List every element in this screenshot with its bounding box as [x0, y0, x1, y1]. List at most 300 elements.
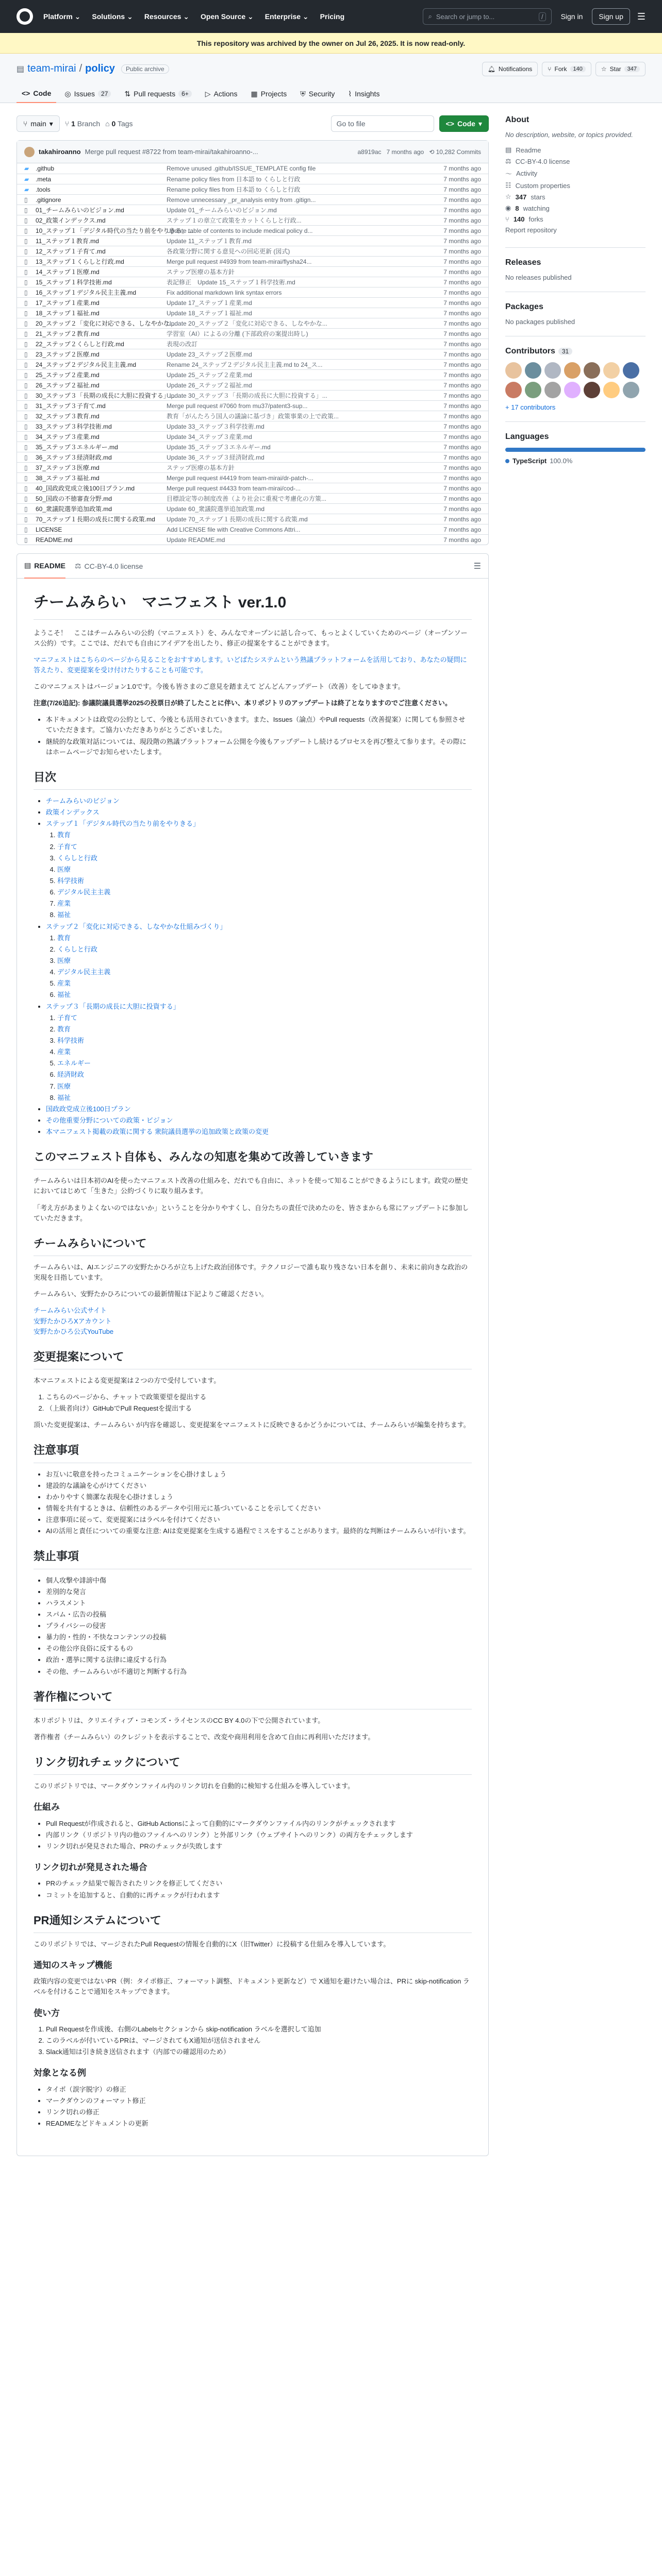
readme-link[interactable]: ▤ Readme — [505, 146, 541, 154]
file-name[interactable]: 34_ステップ３産業.md — [36, 433, 100, 440]
file-commit-message[interactable]: 学習室（AI）によるの分離 (下部政府の案提出時し) — [167, 330, 308, 337]
toc-link[interactable]: 教育 — [57, 831, 71, 839]
file-row[interactable] — [17, 215, 488, 225]
toc-link[interactable]: ステップ１「デジタル時代の当たり前をやりきる」 — [46, 820, 200, 828]
contributor-avatar[interactable] — [623, 382, 639, 398]
mechanism-heading: 仕組み — [34, 1802, 60, 1812]
file-icon: ▯ — [24, 453, 28, 461]
toc-link[interactable]: 医療 — [57, 956, 71, 964]
about-heading: About — [505, 115, 529, 124]
prohibited-list — [46, 1575, 472, 1677]
toc-link[interactable]: 政策インデックス — [46, 808, 100, 817]
file-row[interactable] — [17, 349, 488, 359]
goto-file-input[interactable]: Go to file — [331, 115, 434, 132]
chevron-down-icon: ▾ — [49, 119, 53, 128]
file-row[interactable] — [17, 493, 488, 503]
target-list — [46, 2084, 472, 2129]
repo-header — [0, 54, 662, 103]
contributor-avatar[interactable] — [584, 382, 600, 398]
file-commit-message[interactable]: Merge pull request #4433 from team-mirai/cod-... — [167, 484, 301, 492]
github-logo-icon[interactable] — [16, 8, 33, 25]
file-row[interactable] — [17, 163, 488, 174]
report-link[interactable]: Report repository — [505, 226, 557, 234]
repo-icon: ▤ — [16, 64, 25, 74]
file-commit-message[interactable]: Merge pull request #7060 from mu37/patent3-sup... — [167, 402, 308, 410]
file-age: 7 months ago — [443, 237, 481, 245]
file-name[interactable]: 14_ステップ１医療.md — [36, 268, 100, 276]
pulse-icon: 〜 — [505, 170, 512, 178]
file-name[interactable]: 33_ステップ３科学技術.md — [36, 423, 112, 430]
readme-body — [17, 579, 488, 2156]
tab-label: Pull requests — [134, 90, 176, 98]
file-commit-message[interactable]: Update 23_ステップ２医療.md — [167, 351, 252, 358]
sign-up-button[interactable]: Sign up — [592, 8, 630, 25]
toc-link[interactable]: 福祉 — [57, 1093, 71, 1101]
contributors-heading[interactable]: Contributors 31 — [505, 347, 646, 356]
toc-subitem — [57, 830, 472, 840]
menu-icon[interactable]: ☰ — [637, 11, 646, 22]
file-row[interactable] — [17, 534, 488, 545]
archive-banner-text: This repository was archived by the owner on Jul 26, 2025. It is now read-only. — [196, 39, 466, 47]
file-name[interactable]: 15_ステップ１科学技術.md — [36, 279, 112, 286]
file-age: 7 months ago — [443, 185, 481, 193]
intro-paragraph — [34, 655, 472, 675]
file-commit-message[interactable]: Update 20_ステップ２「変化に対応できる、しなやかな... — [167, 320, 327, 327]
file-row[interactable] — [17, 235, 488, 246]
paragraph: チームみらいは、AIエンジニアの安野たかひろが立ち上げた政治団体です。テクノロジーで誰も取り残さない日本を創り、未来に前向きな政治の実現を目指しています。 — [34, 1263, 468, 1282]
file-icon: ▯ — [24, 402, 28, 410]
file-icon: ▯ — [24, 309, 28, 317]
commit-count[interactable]: ⟲ 10,282 Commits — [429, 148, 481, 156]
file-row[interactable] — [17, 205, 488, 215]
sidebar — [505, 115, 646, 485]
file-row[interactable] — [17, 431, 488, 442]
file-row[interactable] — [17, 338, 488, 349]
file-row[interactable] — [17, 442, 488, 452]
bell-icon: 🔔︎ — [487, 65, 495, 73]
file-row[interactable] — [17, 246, 488, 256]
file-name[interactable]: 32_ステップ３教育.md — [36, 413, 100, 420]
toc-link[interactable]: ステップ３「長期の成長に大胆に投資する」 — [46, 1002, 180, 1010]
toc-link[interactable]: ステップ２「変化に対応できる、しなやかな仕組みづくり」 — [46, 922, 227, 930]
file-age: 7 months ago — [443, 422, 481, 430]
intro-paragraph: このマニフェストはバージョン1.0です。今後も皆さまのご意見を踏まえて どんどんアップデート（改善）をしてゆきます。 — [34, 683, 405, 691]
toc-link[interactable]: 産業 — [57, 979, 71, 988]
file-icon: ▯ — [24, 278, 28, 286]
list-item: • コミットを追加すると、自動的に再チェックが行われます — [46, 1890, 472, 1901]
commit-author[interactable]: takahiroanno — [39, 148, 81, 156]
manifesto-link[interactable]: マニフェストはこちらのページから見ることをおすすめします。いどばたシステムという熟議プラットフォームを活用しており、あなたの疑問に答えたり、変更提案を受け付けたりすることも可能です。 — [34, 655, 467, 674]
file-name[interactable]: 40_国政政党成立後100日プラン.md — [36, 485, 135, 492]
file-row[interactable] — [17, 328, 488, 338]
paragraph: チームみらいは日本初のAIを使ったマニフェスト改善の仕組みを、だれでも自由に、ネットを使って知ることができるようにします。政党の歴史においてはじめて「生きた」公約づくりに取り組みます。 — [34, 1177, 468, 1195]
file-name[interactable]: 25_ステップ２産業.md — [36, 371, 100, 379]
file-age: 7 months ago — [443, 392, 481, 399]
contributors-count: 31 — [558, 348, 572, 355]
file-commit-message[interactable]: Update 36_ステップ３経済財政.md — [167, 454, 264, 461]
file-name[interactable]: 70_ステップ１長期の成長に関する政策.md — [36, 516, 155, 523]
file-name[interactable]: 26_ステップ２福祉.md — [36, 382, 100, 389]
toc-sublist — [57, 830, 472, 920]
list-item: • AIの活用と責任についての重要な注意: AIは変更提案を生成する過程でミスをすることがあります。最終的な判断はチームみらいが行います。 — [46, 1526, 472, 1536]
prohibited-heading: 禁止事項 — [34, 1548, 472, 1569]
global-nav-item[interactable]: Resources ⌄ — [144, 12, 190, 21]
outline-icon[interactable]: ☰ — [473, 562, 481, 571]
toc-link[interactable]: 経済財政 — [57, 1071, 85, 1079]
file-commit-message[interactable]: 教育「がんたろう国人の議論に基づき」政策事業の上で政策... — [167, 413, 339, 420]
file-commit-message[interactable]: Update 17_ステップ１産業.md — [167, 299, 252, 307]
file-name[interactable]: 17_ステップ１産業.md — [36, 299, 100, 307]
file-icon: ▯ — [24, 443, 28, 451]
file-commit-message[interactable]: Update 11_ステップ１教育.md — [167, 238, 252, 245]
file-row[interactable] — [17, 400, 488, 411]
contributor-avatar[interactable] — [525, 362, 541, 379]
file-row[interactable] — [17, 359, 488, 369]
list-item: 2. （上級者向け）GitHubでPull Requestを提出する — [46, 1403, 472, 1414]
intro-paragraph: ようこそ！ ここはチームみらいの公約（マニフェスト）を、みんなでオープンに話し合って、もっとよくしていくためのページ（オープンソース公約）です。ここでは、だれでも自由にアイデアを出したり、修正の提案をすることができます。 — [34, 629, 468, 647]
tab-icon: <> — [22, 89, 30, 97]
global-nav-item[interactable]: Platform ⌄ — [43, 12, 81, 21]
file-row[interactable] — [17, 174, 488, 184]
code-button[interactable]: <> Code ▾ — [439, 115, 489, 132]
file-name[interactable]: 50_国政の不徳審査分野.md — [36, 495, 112, 502]
file-age: 7 months ago — [443, 227, 481, 234]
contributor-avatar[interactable] — [505, 382, 522, 398]
file-row[interactable] — [17, 256, 488, 266]
file-row[interactable] — [17, 524, 488, 534]
toc-link[interactable]: 教育 — [57, 1025, 71, 1033]
toc-link[interactable]: くらしと行政 — [57, 854, 98, 862]
file-commit-message[interactable]: Update 70_ステップ１長期の成長に関する政策.md — [167, 516, 308, 523]
toc-link[interactable]: 医療 — [57, 865, 71, 873]
readme-title: チームみらい マニフェスト ver.1.0 — [34, 591, 472, 620]
list-item: • お互いに敬意を持ったコミュニケーションを心掛けましょう — [46, 1469, 472, 1480]
file-commit-message[interactable]: Add LICENSE file with Creative Commons Attri... — [167, 526, 301, 533]
tab-label: Code — [33, 89, 52, 97]
toc-subitem — [57, 1013, 472, 1023]
tab-license[interactable]: ⚖ CC-BY-4.0 license — [74, 562, 143, 570]
file-commit-message[interactable]: Update 30_ステップ３「長期の成長に大胆に投資する」... — [167, 392, 327, 399]
file-row[interactable] — [17, 452, 488, 462]
file-name[interactable]: .github — [36, 165, 55, 172]
tab-readme[interactable]: ▤ README — [24, 554, 65, 579]
file-name[interactable]: 37_ステップ３医療.md — [36, 464, 100, 471]
file-row[interactable] — [17, 483, 488, 493]
file-row[interactable] — [17, 287, 488, 297]
file-row[interactable] — [17, 184, 488, 194]
file-age: 7 months ago — [443, 350, 481, 358]
toc-link[interactable]: 福祉 — [57, 991, 71, 999]
tab-actions[interactable] — [200, 84, 243, 103]
file-name[interactable]: .tools — [36, 185, 51, 193]
file-name[interactable]: README.md — [36, 536, 73, 544]
contributor-avatar[interactable] — [623, 362, 639, 379]
repo-owner-link[interactable]: team-mirai — [27, 63, 76, 74]
file-age: 7 months ago — [443, 402, 481, 410]
file-icon: ▯ — [24, 526, 28, 533]
file-commit-message[interactable]: Update 25_ステップ２産業.md — [167, 371, 252, 379]
file-row[interactable] — [17, 266, 488, 277]
contributor-avatar[interactable] — [544, 382, 561, 398]
toc-link[interactable]: 国政政党成立後100日プラン — [46, 1105, 131, 1113]
languages-heading: Languages — [505, 432, 549, 441]
language-item[interactable]: TypeScript 100.0% — [505, 457, 646, 465]
folder-icon: ▰ — [24, 165, 29, 172]
fork-button[interactable]: ⑂ Fork 140 — [542, 62, 591, 76]
file-row[interactable] — [17, 462, 488, 472]
file-age: 7 months ago — [443, 464, 481, 471]
notifications-button[interactable]: 🔔︎ Notifications — [482, 62, 538, 76]
toc-link[interactable]: 教育 — [57, 934, 71, 942]
file-name[interactable]: 20_ステップ２「変化に対応できる、しなやかな... — [36, 320, 175, 327]
contributor-avatar[interactable] — [564, 362, 581, 379]
file-commit-message[interactable]: Rename policy files from 日本語 to くらしと行政 — [167, 176, 301, 183]
file-commit-message[interactable]: Update 01_チームみらいのビジョン.md — [167, 207, 277, 214]
branch-toolbar — [16, 115, 489, 132]
file-commit-message[interactable]: 目標設定等の制度改善（より社会に重視で考慮化の方策... — [167, 495, 327, 502]
file-age: 7 months ago — [443, 433, 481, 440]
tab-count: 27 — [98, 90, 111, 97]
contributor-avatar[interactable] — [603, 382, 620, 398]
file-name[interactable]: 38_ステップ３福祉.md — [36, 474, 100, 482]
file-name[interactable]: LICENSE — [36, 526, 62, 533]
toc-link[interactable]: デジタル民主主義 — [57, 968, 111, 976]
toc-link[interactable]: 科学技術 — [57, 1036, 85, 1044]
file-name[interactable]: 16_ステップ１デジタル民主主義.md — [36, 289, 137, 296]
tab-security[interactable] — [295, 84, 340, 103]
paragraph: 頂いた変更提案は、チームみらい が内容を確認し、変更提案をマニフェストに反映できるかどうかについては、チームみらいが編集を持ちます。 — [34, 1421, 470, 1429]
file-row[interactable] — [17, 225, 488, 235]
forks-link[interactable]: ⑂ 140 forks — [505, 215, 543, 223]
file-name[interactable]: 30_ステップ３「長期の成長に大胆に投資する」... — [36, 392, 175, 399]
file-name[interactable]: 01_チームみらいのビジョン.md — [36, 207, 124, 214]
file-row[interactable] — [17, 514, 488, 524]
toc-sublist — [57, 1013, 472, 1103]
branches-link[interactable]: ⑂ 1 Branch — [64, 120, 101, 128]
contributor-avatar[interactable] — [603, 362, 620, 379]
toc-link[interactable]: 科学技術 — [57, 876, 85, 885]
toc-link[interactable]: 福祉 — [57, 911, 71, 919]
file-name[interactable]: 21_ステップ２教育.md — [36, 330, 100, 337]
file-commit-message[interactable]: ステップ医療の基本方針 — [167, 268, 235, 276]
file-commit-message[interactable]: Update 35_ステップ３エネルギー.md — [167, 444, 271, 451]
contributor-avatar[interactable] — [544, 362, 561, 379]
repo-actions — [482, 62, 646, 76]
packages-heading[interactable]: Packages — [505, 302, 543, 311]
youtube-link[interactable]: 安野たかひろ公式YouTube — [34, 1327, 114, 1335]
file-commit-message[interactable]: Rename policy files from 日本語 to くらしと行政 — [167, 186, 301, 193]
file-commit-message[interactable]: Update 33_ステップ３科学技術.md — [167, 423, 264, 430]
more-contributors-link[interactable]: + 17 contributors — [505, 403, 556, 411]
file-commit-message[interactable]: Remove unused .github/ISSUE_TEMPLATE config file — [167, 165, 316, 172]
file-name[interactable]: 35_ステップ３エネルギー.md — [36, 444, 118, 451]
file-row[interactable] — [17, 369, 488, 380]
contributor-avatar[interactable] — [525, 382, 541, 398]
file-commit-message[interactable]: Update table of contents to include medical policy d... — [167, 227, 313, 234]
toc-link[interactable]: その他重要分野についての政策・ビジョン — [46, 1116, 173, 1124]
file-commit-message[interactable]: Update 18_ステップ１福祉.md — [167, 310, 252, 317]
file-name[interactable]: .meta — [36, 175, 52, 183]
tab-insights[interactable] — [343, 84, 385, 103]
about-section — [505, 115, 646, 248]
tab-icon: ▷ — [205, 89, 211, 98]
contributor-avatar[interactable] — [505, 362, 522, 379]
commit-message[interactable]: Merge pull request #8722 from team-mirai/takahiroanno-... — [85, 148, 258, 156]
contributors-section — [505, 347, 646, 422]
file-row[interactable] — [17, 472, 488, 483]
file-age: 7 months ago — [443, 443, 481, 451]
file-commit-message[interactable]: Update README.md — [167, 536, 225, 544]
file-row[interactable] — [17, 277, 488, 287]
releases-heading[interactable]: Releases — [505, 258, 541, 267]
x-account-link[interactable]: 安野たかひろXアカウント — [34, 1317, 112, 1325]
file-commit-message[interactable]: ステップ医療の基本方針 — [167, 464, 235, 471]
file-row[interactable] — [17, 194, 488, 205]
toc-link[interactable]: くらしと行政 — [57, 945, 98, 953]
file-row[interactable] — [17, 380, 488, 390]
file-commit-message[interactable]: Remove unnecessary _pr_analysis entry from .gitign... — [167, 196, 316, 204]
file-commit-message[interactable]: 各政策分野に関する意見への回応更新 (図式) — [167, 248, 290, 255]
file-icon: ▯ — [24, 464, 28, 471]
list-item: • 政治・選挙に関する法律に違反する行為 — [46, 1655, 472, 1665]
about-description: No description, website, or topics provided. — [505, 131, 633, 139]
file-age: 7 months ago — [443, 453, 481, 461]
tab-icon: ⛨ — [300, 89, 306, 98]
list-item: • プライバシーの侵害 — [46, 1621, 472, 1631]
global-nav-item[interactable]: Pricing — [320, 12, 345, 21]
file-row[interactable] — [17, 411, 488, 421]
notice-list — [46, 715, 472, 757]
file-name[interactable]: 11_ステップ１教育.md — [36, 238, 99, 245]
toc-link[interactable]: 子育て — [57, 1013, 78, 1022]
list-item: 3. Slack通知は引き続き送信されます（内部での確認用のため） — [46, 2047, 472, 2057]
global-nav-item[interactable]: Open Source ⌄ — [201, 12, 254, 21]
file-icon: ▯ — [24, 206, 28, 214]
toc-subitem — [57, 865, 472, 875]
tab-projects[interactable] — [245, 84, 292, 103]
watching-link[interactable]: ◉ 8 watching — [505, 204, 550, 212]
file-commit-message[interactable]: Rename 24_ステップ２デジタル民主主義.md to 24_ス... — [167, 361, 323, 368]
file-commit-message[interactable]: 表記修正 Update 15_ステップ１科学技術.md — [167, 279, 295, 286]
file-age: 7 months ago — [443, 247, 481, 255]
list-item: • その他、チームみらいが不適切と判断する行為 — [46, 1667, 472, 1677]
toc-subitem — [57, 876, 472, 886]
file-row[interactable] — [17, 308, 488, 318]
toc-link[interactable]: デジタル民主主義 — [57, 888, 111, 896]
global-nav-item[interactable]: Solutions ⌄ — [92, 12, 133, 21]
tab-pull-requests[interactable] — [119, 84, 196, 103]
file-name[interactable]: 36_ステップ３経済財政.md — [36, 454, 112, 461]
file-name[interactable]: 18_ステップ１福祉.md — [36, 310, 100, 317]
list-item: • 差別的な発言 — [46, 1587, 472, 1597]
file-commit-message[interactable]: ステップ１の章立て政策をカットくらしと行政... — [167, 217, 302, 224]
tab-issues[interactable] — [59, 84, 116, 103]
broken-list — [46, 1878, 472, 1900]
file-age: 7 months ago — [443, 299, 481, 307]
file-row[interactable] — [17, 503, 488, 514]
official-site-link[interactable]: チームみらい公式サイト — [34, 1307, 107, 1315]
code-icon: <> — [445, 120, 454, 128]
tags-link[interactable]: ⌂ 0 Tags — [105, 120, 133, 128]
license-link[interactable]: ⚖ CC-BY-4.0 license — [505, 157, 570, 165]
tab-label: Actions — [213, 90, 238, 98]
file-name[interactable]: 22_ステップ２くらしと行政.md — [36, 341, 124, 348]
file-commit-message[interactable]: Merge pull request #4939 from team-mirai/flysha24... — [167, 258, 312, 265]
mechanism-list — [46, 1819, 472, 1852]
file-name[interactable]: 12_ステップ１子育て.md — [36, 248, 106, 255]
toc-link[interactable]: 子育て — [57, 842, 78, 851]
star-button[interactable]: ☆ Star 347 — [595, 62, 646, 76]
toc-link[interactable]: 産業 — [57, 900, 71, 908]
file-name[interactable]: 02_政策インデックス.md — [36, 217, 106, 224]
global-nav — [43, 12, 344, 21]
file-row[interactable] — [17, 421, 488, 431]
commit-sha[interactable]: a8919ac — [357, 148, 382, 156]
paragraph: 本リポジトリは、クリエイティブ・コモンズ・ライセンスのCC BY 4.0の下で公開されています。 — [34, 1716, 325, 1724]
toc-list — [46, 796, 472, 1137]
file-commit-message[interactable]: Update 60_衆議院選挙追加政策.md — [167, 505, 265, 513]
toc-link[interactable]: 本マニフェスト掲載の政策に関する 衆院議員選挙の追加政策と政策の変更 — [46, 1128, 269, 1136]
file-age: 7 months ago — [443, 289, 481, 296]
toc-subitem — [57, 990, 472, 1000]
stars-link[interactable]: ☆ 347 stars — [505, 193, 545, 201]
sign-in-link[interactable]: Sign in — [560, 12, 583, 21]
notes-list — [46, 1469, 472, 1537]
copyright-heading: 著作権について — [34, 1688, 472, 1709]
file-commit-message[interactable]: Merge pull request #4419 from team-mirai/dr-patch-... — [167, 474, 313, 482]
file-browser — [16, 140, 489, 545]
file-commit-message[interactable]: Update 34_ステップ３産業.md — [167, 433, 252, 440]
toc-link[interactable]: チームみらいのビジョン — [46, 797, 120, 805]
file-age: 7 months ago — [443, 165, 481, 172]
broken-heading: リンク切れが発見された場合 — [34, 1862, 147, 1873]
activity-link[interactable]: 〜 Activity — [505, 170, 538, 178]
search-input[interactable]: ⌕ Search or jump to... / — [423, 8, 552, 25]
file-name[interactable]: 23_ステップ２医療.md — [36, 351, 100, 358]
file-icon: ▯ — [24, 247, 28, 255]
paragraph: このリポジトリでは、マークダウンファイル内のリンク切れを自動的に検知する仕組みを導入しています。 — [34, 1782, 355, 1790]
file-commit-message[interactable]: 表現の改訂 — [167, 341, 198, 348]
branch-select[interactable]: ⑂ main ▾ — [16, 115, 60, 132]
global-nav-item[interactable]: Enterprise ⌄ — [264, 12, 309, 21]
language-dot-icon — [505, 459, 509, 463]
change-heading: 変更提案について — [34, 1348, 472, 1369]
contributor-avatar[interactable] — [584, 362, 600, 379]
file-commit-message[interactable]: Fix additional markdown link syntax errors — [167, 289, 282, 296]
file-name[interactable]: 24_ステップ２デジタル民主主義.md — [36, 361, 137, 368]
file-row[interactable] — [17, 390, 488, 400]
file-name[interactable]: 13_ステップ１くらしと行政.md — [36, 258, 124, 265]
file-age: 7 months ago — [443, 381, 481, 389]
file-name[interactable]: 31_ステップ３子育て.md — [36, 402, 106, 410]
toc-link[interactable]: 医療 — [57, 1082, 71, 1090]
toc-subitem — [57, 899, 472, 909]
file-name[interactable]: 10_ステップ１「デジタル時代の当たり前をやりきる」... — [36, 227, 193, 234]
file-icon: ▯ — [24, 361, 28, 368]
file-name[interactable]: .gitignore — [36, 196, 61, 204]
tab-code[interactable] — [16, 84, 56, 103]
toc-link[interactable]: エネルギー — [57, 1059, 91, 1067]
file-row[interactable] — [17, 318, 488, 328]
toc-link[interactable]: 産業 — [57, 1048, 71, 1056]
file-name[interactable]: 60_衆議院選挙追加政策.md — [36, 505, 112, 513]
custom-properties-link[interactable]: ☷ Custom properties — [505, 181, 570, 190]
file-row[interactable] — [17, 297, 488, 308]
avatar[interactable] — [24, 147, 35, 157]
contributor-avatar[interactable] — [564, 382, 581, 398]
file-commit-message[interactable]: Update 26_ステップ２福祉.md — [167, 382, 252, 389]
repo-name-link[interactable]: policy — [85, 63, 115, 74]
